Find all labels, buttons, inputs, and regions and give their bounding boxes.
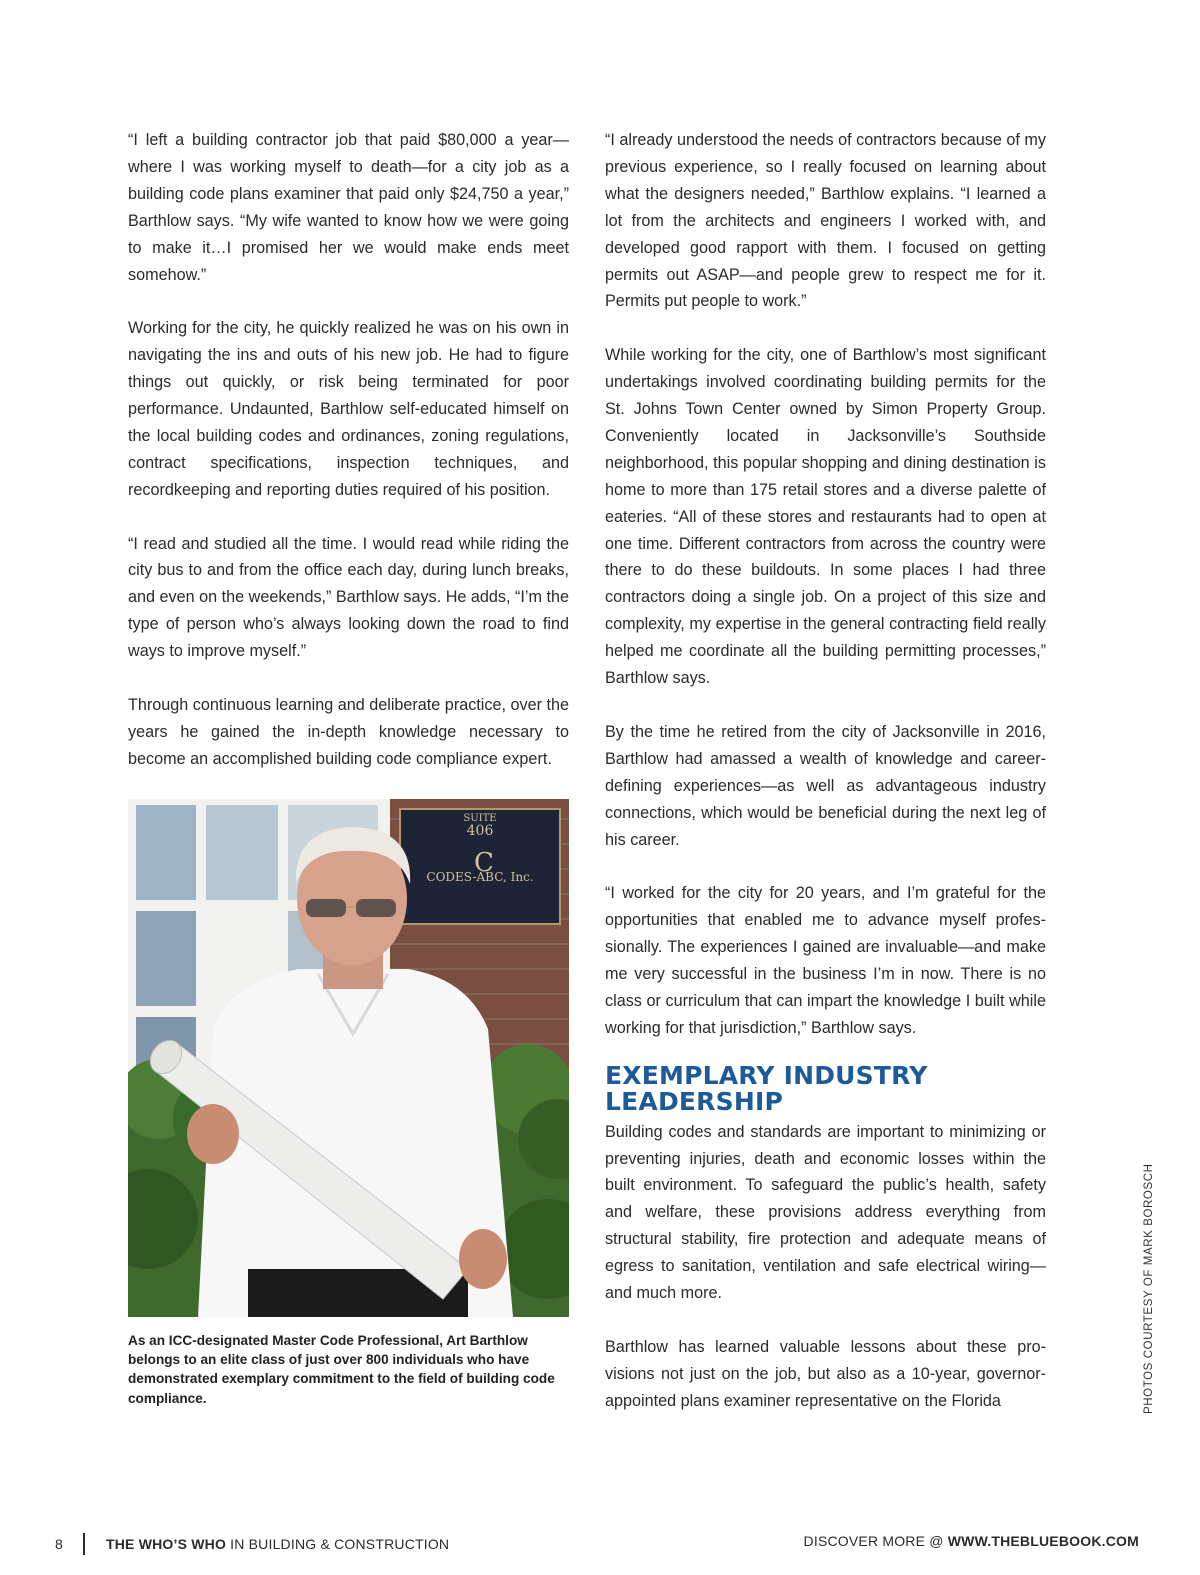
body-paragraph: By the time he retired from the city of Jacksonville in 2016, Barthlow had amassed a wealth of knowledge and career-defining experiences—as well as advantageous industry connections, which would be beneficial during the next leg of his career.: [605, 722, 1046, 849]
body-paragraph: “I worked for the city for 20 years, and I’m grateful for the opportunities that enabled me to advance myself professionally. The experiences I gained are invaluable—and make me very successful in the business I’m in now. There is no class or curriculum that can impart the knowledge I built while working for that jurisdiction,” Barthlow says.: [605, 884, 1046, 1037]
photo-credit: PHOTOS COURTESY OF MARK BOROSCH: [1143, 1163, 1155, 1414]
body-paragraph: While working for the city, one of Barthlow’s most significant undertakings involved coordinating building permits for the St. Johns Town Center owned by Simon Property Group. Conveniently located in Jacksonville’s Southside neighborhood, this popular shopping and dining destination is home to more than 175 retail stores and a diverse palette of eateries. “All of these stores and restaurants had to open at one time. Different contractors from across the country were there to do these buildouts. In some places I had three contractors doing a single job. On a project of this size and complexity, my expertise in the general contracting field really helped me coordinate all the building permitting processes,” Barthlow says.: [605, 346, 1046, 688]
publication-name-rest: IN BUILDING & CONSTRUCTION: [226, 1536, 450, 1552]
portrait-photo: [128, 799, 569, 1317]
sign-suite-text: SUITE: [463, 812, 497, 824]
footer-divider: [83, 1533, 85, 1555]
body-paragraph: “I left a building contractor job that paid $80,000 a year—where I was working myself to death—for a city job as a building code plans examiner that paid only $24,750 a year,” Barthlow says. “My wife wanted to know how we were going to make it…I promised her we would make ends meet somehow.”: [128, 131, 569, 284]
sign-company-text: CODES-ABC, Inc.: [426, 869, 534, 884]
sign-number-text: 406: [466, 822, 494, 839]
footer-publication: [55, 1533, 449, 1555]
body-paragraph: “I already understood the needs of contractors because of my previous experience, so I really focused on learning about what the designers needed,” Barthlow explains. “I learned a lot from the architects and engineers I worked with, and developed good rapport with them. I focused on getting permits out ASAP—and people grew to respect me for it. Permits put people to work.”: [605, 131, 1046, 311]
right-column: [605, 127, 1046, 1442]
body-paragraph: Working for the city, he quickly realized he was on his own in navigating the ins and outs of his new job. He had to figure things out quickly, or risk being terminated for poor performance. Undaunted, Barthlow self-educated himself on the local building codes and ordinances, zoning regulations, contract specifications, inspection techniques, and recordkeeping and reporting duties required of his position.: [128, 319, 569, 499]
website-link[interactable]: WWW.THEBLUEBOOK.COM: [947, 1533, 1139, 1549]
footer-discover: [804, 1533, 1139, 1549]
section-heading: [605, 1060, 1046, 1116]
photo-caption: As an ICC-designated Master Code Professional, Art Barthlow belongs to an elite class of just over 800 individuals who have demonstrated exemplary commitment to the field of building code compliance.: [128, 1332, 555, 1406]
section-heading-line-2: LEADERSHIP: [605, 1086, 783, 1116]
page-number: 8: [55, 1536, 63, 1552]
body-paragraph: Through continuous learning and deliberate practice, over the years he gained the in-depth knowledge necessary to become an accomplished building code compliance expert.: [128, 695, 569, 768]
body-paragraph: Building codes and standards are important to minimizing or preventing injuries, death and economic losses within the built environment. To safeguard the public’s health, safety and welfare, these provisions address everything from structural stability, fire protection and adequate means of egress to sanitation, ventilation and safe electrical wiring—and much more.: [605, 1122, 1046, 1303]
discover-label: DISCOVER MORE @: [803, 1533, 948, 1549]
body-paragraph: Barthlow has learned valuable lessons about these provisions not just on the job, but also as a 10-year, governor-appointed plans examiner representative on the Florida: [605, 1337, 1046, 1410]
sign-logo-text: C: [474, 847, 494, 878]
publication-name-bold: THE WHO’S WHO: [106, 1536, 227, 1552]
portrait-illustration: [128, 799, 569, 1317]
body-paragraph: “I read and studied all the time. I would read while riding the city bus to and from the office each day, during lunch breaks, and even on the weekends,” Barthlow says. He adds, “I’m the type of person who’s always looking down the road to find ways to improve myself.”: [128, 534, 569, 661]
left-column: [128, 127, 569, 1408]
section-heading-line-1: EXEMPLARY INDUSTRY: [605, 1060, 928, 1090]
